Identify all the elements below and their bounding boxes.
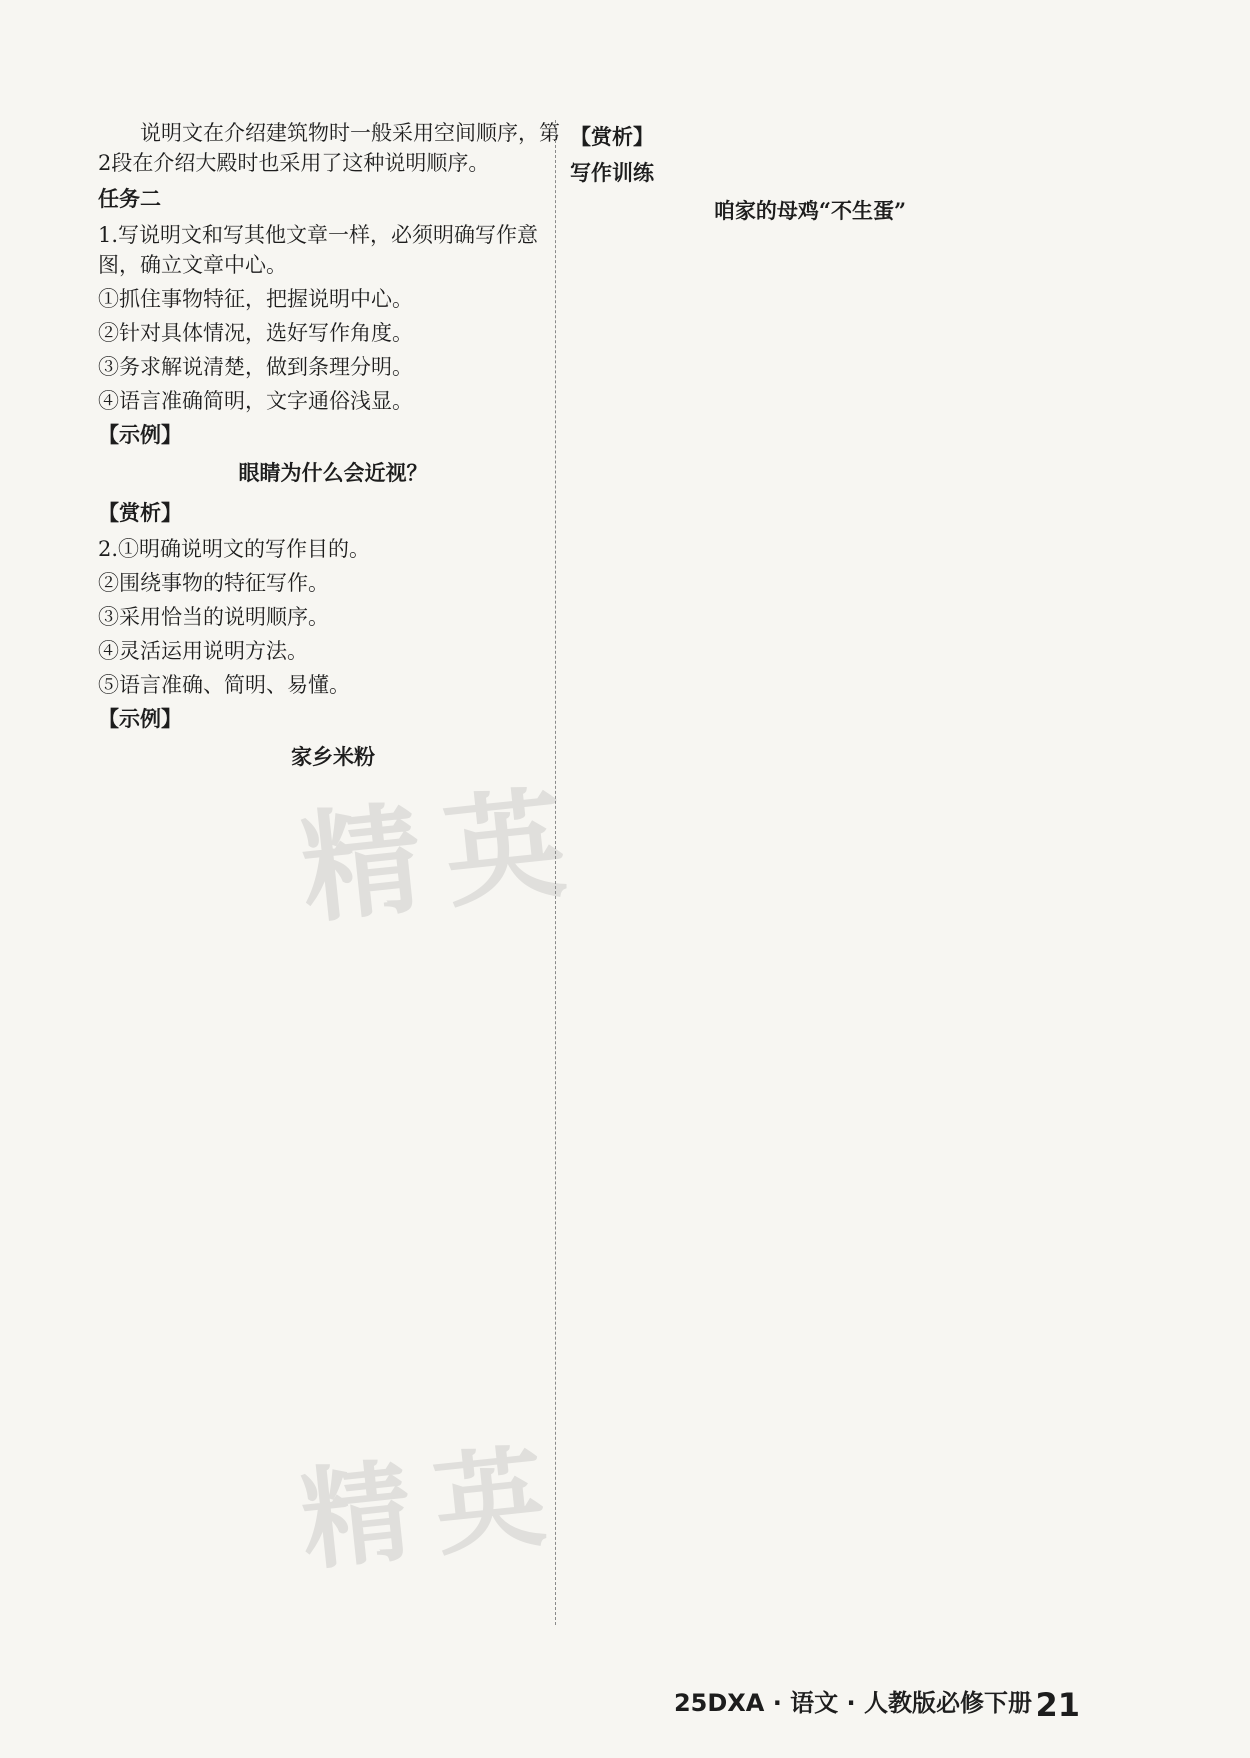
training-title: 写作训练 [570, 160, 654, 185]
point2-1: ②围绕事物的特征写作。 [98, 571, 329, 595]
page-number: 21 [1035, 1686, 1080, 1724]
task-title: 任务二 [98, 186, 161, 211]
watermark-2: 精英 [294, 1430, 575, 1586]
left-column [98, 118, 568, 782]
point-4: ④语言准确简明，文字通俗浅显。 [98, 389, 413, 413]
point2-2: ③采用恰当的说明顺序。 [98, 605, 329, 629]
point-2: ②针对具体情况，选好写作角度。 [98, 321, 413, 345]
example-label-2: 【示例】 [98, 706, 182, 731]
point-3: ③务求解说清楚，做到条理分明。 [98, 355, 413, 379]
watermark: 精英 [294, 772, 596, 941]
essay-3-title: 咱家的母鸡“不生蛋” [713, 198, 907, 223]
appreciation-label-right: 【赏析】 [570, 124, 654, 149]
appreciation-label: 【赏析】 [98, 500, 182, 525]
point2-4: ⑤语言准确、简明、易懂。 [98, 673, 350, 697]
point2-3: ④灵活运用说明方法。 [98, 639, 308, 663]
footer-series: 25DXA · 语文 · 人教版必修下册 [673, 1689, 1032, 1717]
right-column [570, 118, 1050, 236]
column-divider [555, 120, 556, 1625]
example-label: 【示例】 [98, 422, 182, 447]
point-1: ①抓住事物特征，把握说明中心。 [98, 287, 413, 311]
essay-1-title: 眼睛为什么会近视？ [238, 460, 428, 485]
essay-2-title: 家乡米粉 [291, 744, 375, 769]
task-point-2: 2.①明确说明文的写作目的。 [98, 537, 371, 561]
intro-paragraph: 说明文在介绍建筑物时一般采用空间顺序，第2段在介绍大殿时也采用了这种说明顺序。 [98, 121, 560, 175]
task-point-1: 1.写说明文和写其他文章一样，必须明确写作意图，确立文章中心。 [98, 223, 539, 277]
